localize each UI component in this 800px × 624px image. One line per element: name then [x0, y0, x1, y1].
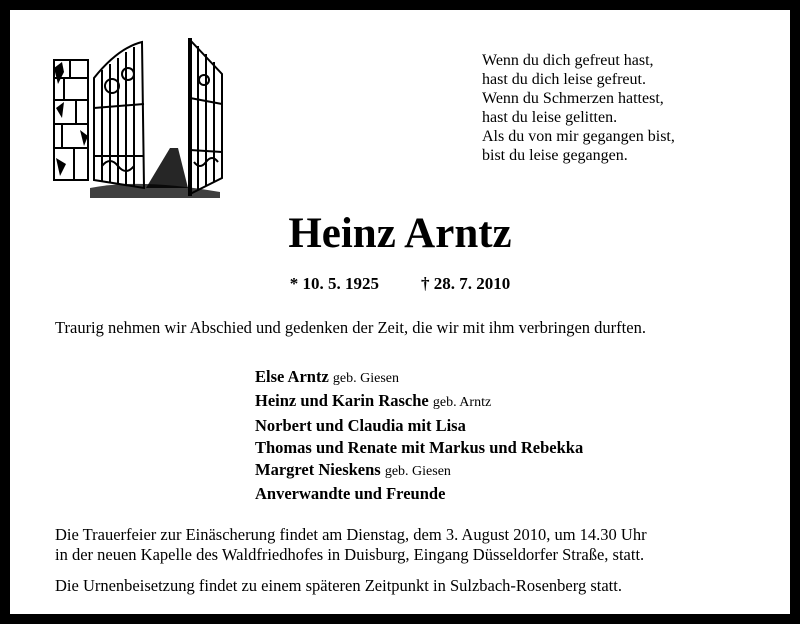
open-gate-icon [50, 38, 226, 198]
deceased-name: Heinz Arntz [288, 210, 512, 257]
memorial-poem [482, 51, 675, 165]
poem-line: bist du leise gegangen. [482, 147, 628, 164]
mourner-entry [255, 366, 583, 390]
mourner-maiden-name: geb. Giesen [332, 371, 400, 386]
urn-burial-info: Die Urnenbeisetzung findet zu einem späteren Zeitpunkt in Sulzbach-Rosenberg statt. [55, 576, 622, 595]
death-date: † 28. 7. 2010 [421, 274, 511, 293]
mourner-entry [255, 390, 583, 414]
poem-line: hast du leise gelitten. [482, 109, 618, 126]
poem-line: Wenn du dich gefreut hast, [482, 52, 654, 69]
poem-line: Als du von mir gegangen bist, [482, 128, 675, 145]
farewell-text: Traurig nehmen wir Abschied und gedenken der Zeit, die wir mit ihm verbringen durften. [55, 318, 646, 337]
mourner-name: Anverwandte und Freunde [255, 484, 446, 504]
mourner-entry [255, 415, 583, 437]
mourner-name: Heinz und Karin Rasche [255, 391, 429, 411]
mourner-name: Margret Nieskens [255, 460, 381, 480]
mourner-entry [255, 459, 583, 483]
mourner-name: Norbert und Claudia mit Lisa [255, 415, 466, 435]
service-line: Die Trauerfeier zur Einäscherung findet am Dienstag, dem 3. August 2010, um 14.30 Uhr [55, 525, 647, 544]
birth-date: * 10. 5. 1925 [289, 274, 379, 293]
mourner-entry [255, 483, 583, 505]
mourner-maiden-name: geb. Giesen [384, 464, 451, 480]
mourner-name: Thomas und Renate mit Markus und Rebekka [255, 437, 584, 457]
life-dates [10, 273, 790, 295]
poem-line: hast du dich leise gefreut. [482, 71, 646, 88]
funeral-service-info [55, 525, 647, 565]
mourner-maiden-name: geb. Arntz [432, 395, 492, 411]
poem-line: Wenn du Schmerzen hattest, [482, 90, 664, 107]
mourners-list [255, 366, 583, 506]
mourner-entry [255, 437, 583, 459]
obituary-notice [10, 10, 790, 614]
mourner-name: Else Arntz [255, 367, 329, 386]
service-line: in der neuen Kapelle des Waldfriedhofes in Duisburg, Eingang Düsseldorfer Straße, statt. [55, 545, 645, 564]
